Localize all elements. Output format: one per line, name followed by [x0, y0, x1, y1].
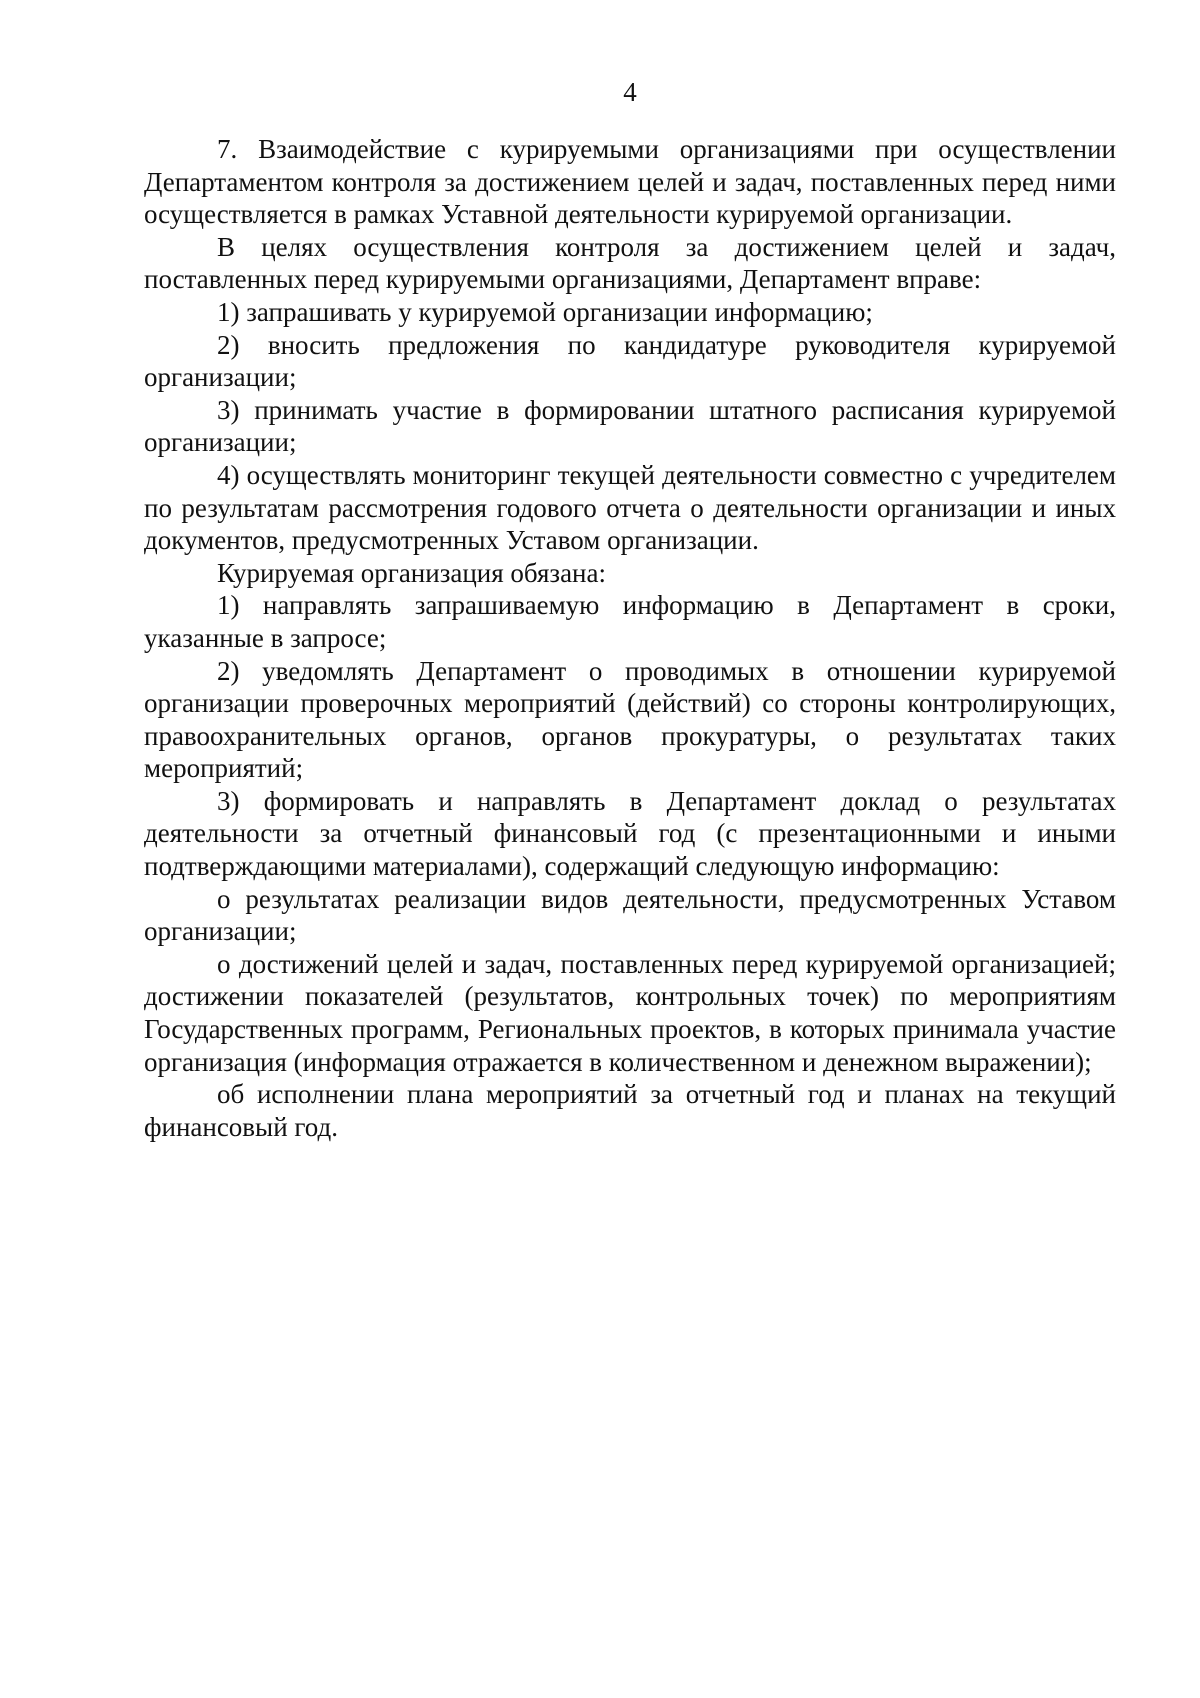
paragraph-report-item-results: о результатах реализации видов деятельности, предусмотренных Уставом организации;: [144, 883, 1116, 947]
paragraph-duty-3: 3) формировать и направлять в Департамент доклад о результатах деятельности за отчетный финансовый год (с презентационными и иными подтверждающими материалами), содержащий следующую информацию:: [144, 785, 1116, 882]
paragraph-right-3: 3) принимать участие в формировании штатного расписания курируемой организации;: [144, 394, 1116, 458]
page-number: 4: [623, 77, 637, 107]
paragraph-right-4: 4) осуществлять мониторинг текущей деятельности совместно с учредителем по результатам рассмотрения годового отчета о деятельности организации и иных документов, предусмотренных Уставом организации.: [144, 459, 1116, 556]
paragraph-duty-2: 2) уведомлять Департамент о проводимых в отношении курируемой организации проверочных мероприятий (действий) со стороны контролирующих, правоохранительных органов, органов прокуратуры, о результатах таких мероприятий;: [144, 655, 1116, 784]
paragraph-report-item-plan: об исполнении плана мероприятий за отчетный год и планах на текущий финансовый год.: [144, 1079, 1116, 1142]
paragraph-organization-duties-intro: Курируемая организация обязана:: [217, 557, 606, 588]
paragraph-duty-1: 1) направлять запрашиваемую информацию в Департамент в сроки, указанные в запросе;: [144, 590, 1116, 653]
paragraph-department-rights-intro: В целях осуществления контроля за достижением целей и задач, поставленных перед курируемыми организациями, Департамент вправе:: [144, 231, 1116, 295]
document-body: [144, 133, 1116, 1143]
paragraph-right-2: 2) вносить предложения по кандидатуре руководителя курируемой организации;: [144, 329, 1116, 393]
paragraph-right-1: 1) запрашивать у курируемой организации информацию;: [217, 296, 873, 327]
paragraph-item-7: 7. Взаимодействие с курируемыми организациями при осуществлении Департаментом контроля за достижением целей и задач, поставленных перед ними осуществляется в рамках Уставной деятельности курируемой организации.: [144, 134, 1116, 230]
paragraph-report-item-goals: о достижений целей и задач, поставленных перед курируемой организацией; достижении показателей (результатов, контрольных точек) по мероприятиям Государственных программ, Региональных проектов, в которых принимала участие организация (информация отражается в количественном и денежном выражении);: [144, 948, 1116, 1077]
